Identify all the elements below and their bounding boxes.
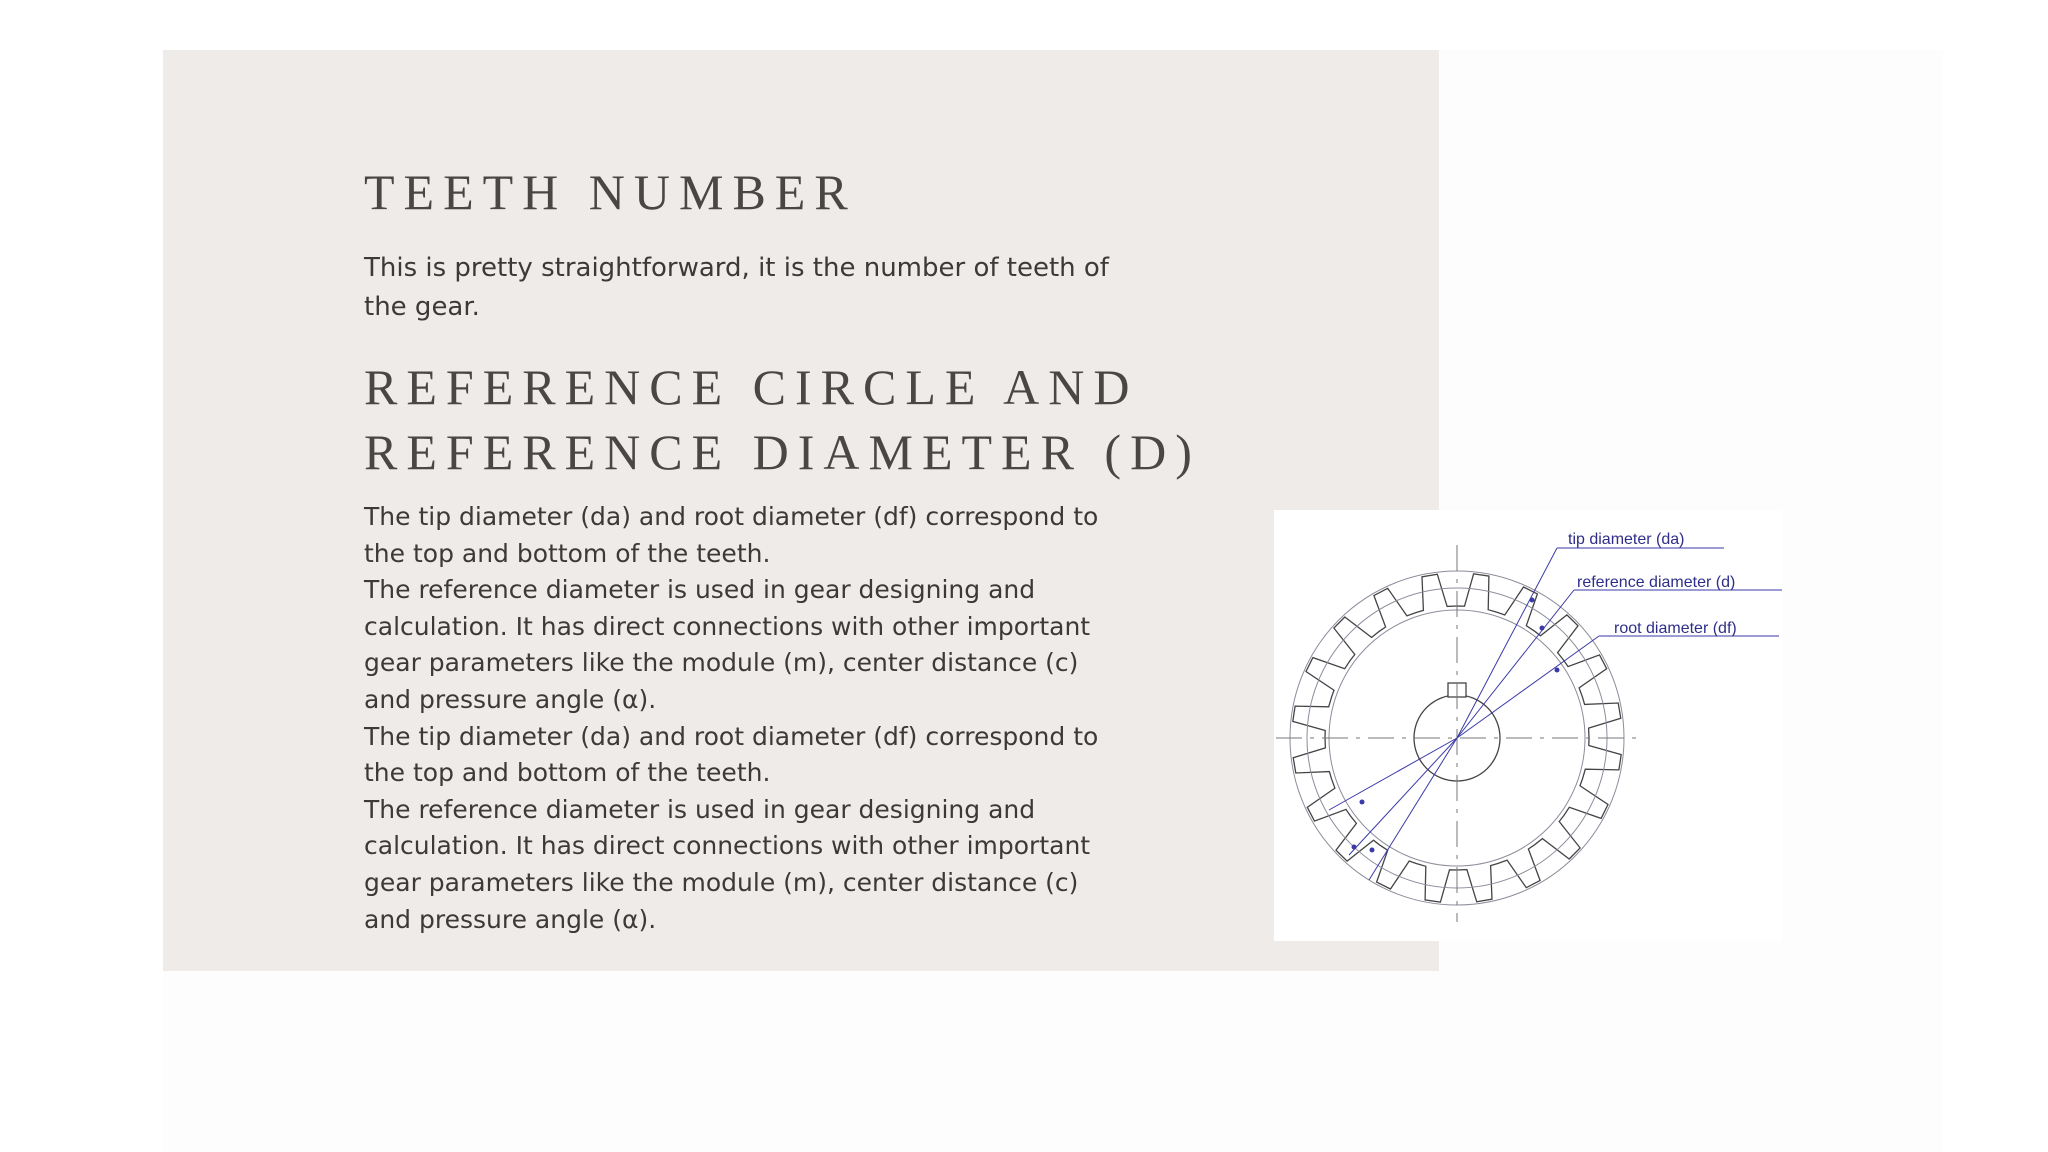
dimension-line-1 [1457, 590, 1574, 738]
reference-diameter-text [364, 499, 1124, 938]
text-column [364, 160, 1204, 938]
dimension-line-2 [1457, 636, 1599, 738]
heading-line-2: REFERENCE DIAMETER (D) [364, 424, 1201, 480]
dimension-lines [1329, 548, 1782, 880]
paragraph-reference-2: The reference diameter is used in gear designing and calculation. It has direct connections with other important gear parameters like the module (m), center distance (c) and pressure angle (α). [364, 794, 1091, 934]
label-root-diameter: root diameter (df) [1614, 620, 1737, 637]
heading-teeth-number: TEETH NUMBER [364, 164, 857, 220]
gear-diagram [1274, 510, 1782, 941]
dimension-line-0 [1457, 548, 1557, 738]
dimension-arrow-5 [1360, 800, 1365, 805]
label-reference-diameter: reference diameter (d) [1577, 574, 1736, 591]
dimension-arrow-2 [1555, 668, 1560, 673]
paragraph-reference-1: The reference diameter is used in gear designing and calculation. It has direct connections with other important gear parameters like the module (m), center distance (c) and pressure angle (α). [364, 575, 1091, 714]
dimension-arrow-0 [1530, 598, 1535, 603]
teeth-number-paragraph: This is pretty straightforward, it is the number of teeth of the gear. [364, 253, 1109, 322]
gear-diagram-svg [1274, 510, 1782, 941]
dimension-arrow-1 [1540, 626, 1545, 631]
dimension-arrow-3 [1370, 848, 1375, 853]
dimension-line-4 [1349, 738, 1457, 855]
paragraph-tip-root-1: The tip diameter (da) and root diameter (df) correspond to the top and bottom of the teeth. [364, 502, 1099, 568]
dimension-line-5 [1329, 738, 1457, 810]
dimension-arrow-4 [1352, 845, 1357, 850]
heading-line-1: REFERENCE CIRCLE AND [364, 359, 1139, 415]
paragraph-tip-root-2: The tip diameter (da) and root diameter (df) correspond to the top and bottom of the teeth. [364, 721, 1099, 788]
label-tip-diameter: tip diameter (da) [1568, 531, 1685, 548]
heading-reference-circle [364, 355, 1204, 485]
